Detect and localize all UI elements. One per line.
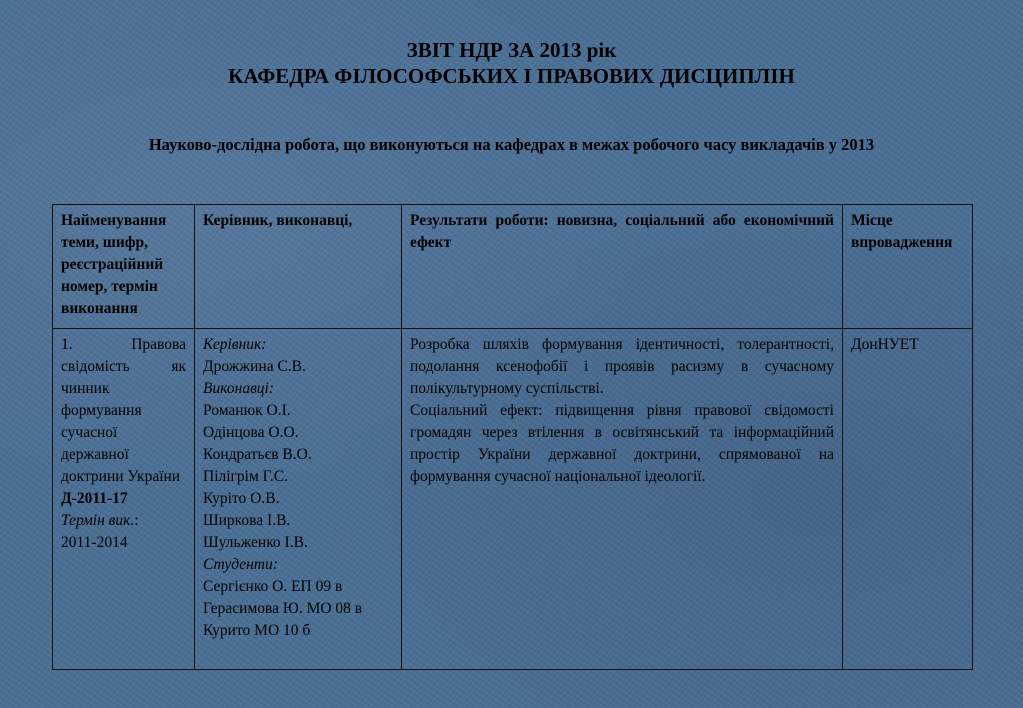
- executor-name: Ширкова І.В.: [203, 512, 291, 529]
- department-title: КАФЕДРА ФІЛОСОФСЬКИХ І ПРАВОВИХ ДИСЦИПЛІН: [228, 64, 795, 88]
- table-row: [53, 329, 973, 670]
- student-name: Курито МО 10 б: [203, 622, 311, 639]
- executor-name: Пілігрім Г.С.: [203, 468, 288, 485]
- header-place: Місце впровадження: [843, 205, 973, 329]
- term-colon: :: [134, 512, 139, 529]
- topic-text: 1. Правова свідомість як чинник формування сучасної державної доктрини України: [61, 336, 186, 485]
- results-cell: [402, 329, 843, 670]
- student-name: Герасимова Ю. МО 08 в: [203, 600, 363, 617]
- executor-name: Кондратьєв В.О.: [203, 446, 312, 463]
- header-leader: Керівник, виконавці,: [195, 205, 402, 329]
- topic-cell: [53, 329, 195, 670]
- executor-name: Шульженко І.В.: [203, 534, 308, 551]
- executor-name: Куріто О.В.: [203, 490, 280, 507]
- table-header-row: [53, 205, 973, 329]
- students-label: Студенти:: [203, 556, 278, 573]
- topic-code: Д-2011-17: [61, 490, 128, 507]
- executor-name: Одінцова О.О.: [203, 424, 299, 441]
- header-topic: Найменування теми, шифр, реєстраційний номер, термін виконання: [53, 205, 195, 329]
- executor-name: Романюк О.І.: [203, 402, 291, 419]
- results-paragraph: Розробка шляхів формування ідентичності, толерантності, подолання ксенофобії і проявів расизму в сучасному полікультурному суспільстві.: [410, 336, 834, 397]
- results-paragraph: Соціальний ефект: підвищення рівня правової свідомості громадян через втілення в освітянський та інформаційний простір України державної доктрини, спрямованої на формування сучасної національної ідеології.: [410, 402, 834, 485]
- place-cell: ДонНУЕТ: [843, 329, 973, 670]
- student-name: Сергієнко О. ЕП 09 в: [203, 578, 343, 595]
- term-line: [61, 510, 186, 532]
- people-cell: [195, 329, 402, 670]
- report-title: ЗВІТ НДР ЗА 2013 рік: [406, 38, 617, 62]
- leader-name: Дрожжина С.В.: [203, 358, 306, 375]
- research-table: [52, 204, 973, 670]
- subtitle: Науково-дослідна робота, що виконуються на кафедрах в межах робочого часу викладачів у 2013: [148, 135, 875, 154]
- executors-label: Виконавці:: [203, 380, 275, 397]
- header-results: Результати роботи: новизна, соціальний або економічний ефект: [402, 205, 843, 329]
- term-value: 2011-2014: [61, 534, 128, 551]
- term-label: Термін вик.: [61, 512, 135, 529]
- leader-label: Керівник:: [203, 336, 267, 353]
